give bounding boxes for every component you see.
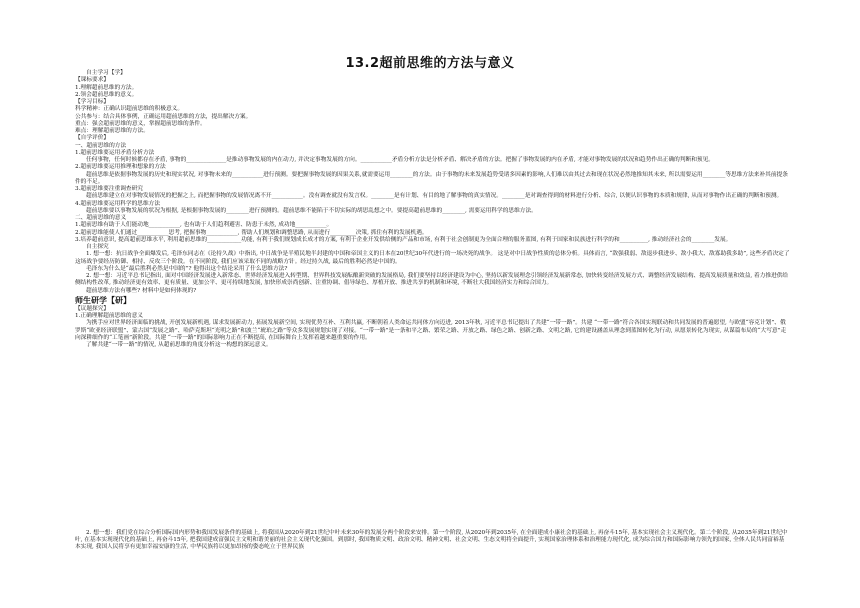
text-line: 难点：理解超前思维的方法。 bbox=[75, 128, 149, 134]
text-line: 【学习目标】 bbox=[75, 99, 110, 105]
text-line: 超前思维要以事物发展的状况为根据, 是根据事物发展的________进行预测的。超前思维不能陷于不切实际的胡思乱想之中。要提高超前思维的________, 需要运用科学的思维方法。 bbox=[86, 207, 537, 214]
text-line: 公共参与：结合具体事例，正确运用超前思维的方法，提出解决方案。 bbox=[75, 113, 252, 120]
text-line: 自主探究 bbox=[86, 244, 109, 250]
page-title: 13.2超前思维的方法与意义 bbox=[345, 56, 515, 71]
document-body bbox=[75, 70, 790, 349]
text-line: 1.正确理解超前思维的意义 bbox=[75, 313, 143, 319]
text-line: 2. 想一想：习近平总书记指出, 面对中国经济发展进入新常态、世界经济发展进入转型期、世界科技发展酝酿新突破的发展格局, 我们要坚持以经济建设为中心, 坚持以新发展理念引领经济发展新常态, 加快转变经济发展方式、调整经济发展结构、提高发展质量和效益, 着力推进供给侧结构性改革, 推动经济更有效率、更有质量、更加公平、更可持续地发展, 加快形成崇尚创新、注重协调、倡导绿色、厚植开放、推进共享的机制和环境, 不断壮大我国经济实力和综合国力。 bbox=[75, 273, 789, 287]
text-line: 2.领会超前思维的意义。 bbox=[75, 91, 138, 98]
text-line: 科学精神：正确认识超前思维的积极意义。 bbox=[75, 106, 184, 113]
text-line: 了解共建“一带一路”的情况, 从超前思维的角度分析这一构想的深远意义。 bbox=[86, 342, 272, 348]
text-line: 超前思维方法有哪些? 材料中是如何体现的? bbox=[86, 287, 197, 294]
text-line: 3.超前思维要注重调查研究 bbox=[75, 186, 143, 192]
text-line: 【课标要求】 bbox=[75, 77, 110, 84]
text-line: 任何事物，任何时候都存在矛盾, 事物的______________是推动事物发展的内在动力, 并决定事物发展的方向。___________矛盾分析方法是分析矛盾、解决矛盾的方法。把握了事物发展的内在矛盾, 才能对事物发展的状况和趋势作出正确的判断和预见。 bbox=[86, 157, 714, 163]
text-line: 1.理解超前思维的方法。 bbox=[75, 84, 138, 91]
text-line: 重点：强会超前思维的意义，掌握超前思维的条件。 bbox=[75, 120, 206, 127]
text-line: 超前思维是依据事物发展的历史和现实状况, 对事物未来的___________进行预测。要把握事物发展的因果关系,就需要运用________的方法。由于事物的未来发展趋势受诸多因素的影响,人们难以由其过去和现在状况必然地推知其未来, 所以需要运用________等思维方法来补其前提条件的不足。 bbox=[75, 171, 788, 185]
text-line: 1. 想一想：抗日战争全面爆发后, 毛泽东同志在《论持久战》中指出, 中日战争是半殖民地半封建的中国和帝国主义的日本在20世纪30年代进行的一场决死的战争。 这是对中日战争性质的总体分析。具体而言, “敌强我弱、敌退步我进步、敌小我大、敌寡助我多助”, 这些矛盾决定了这场战争要经历防御、相持、反攻三个阶段。在不同阶段, 我们应该采取不同的战略方针。经过持久战, 最后的胜利必然是中国的。 bbox=[75, 251, 790, 265]
text-line: 毛泽东为什么是“最后胜利必然是中国的”? 他得出这个结论采用了什么思维方法? bbox=[86, 265, 288, 272]
bottom-paragraph bbox=[75, 524, 790, 557]
text-line: 超前思维建立在对事物发展情况的把握之上, 而把握事物的发展情况离不开___________。没有调查就没有发言权。________是有计划、有目的地了解事物的真实情况。________是对调查得到的材料进行分析、综合, 以便认识事物的本质和规律, 从而对事物作出正确的判断和预测。 bbox=[86, 193, 783, 200]
text-line: 二、超前思维的意义 bbox=[75, 215, 127, 221]
text-line: 自主学习【学】 bbox=[86, 70, 126, 76]
text-line: 【自学评价】 bbox=[75, 135, 110, 142]
text-line: 【议题探究】 bbox=[75, 305, 110, 312]
text-line: 为携手应对世界经济面临的挑战, 开创发展新机遇, 谋求发展新动力, 拓展发展新空间, 实现优势互补、互利共赢, 不断朝着人类命运共同体方向迈进, 2013年秋, 习近平总书记提出了共建“一带一路”。共建 “一带一路”符合各国实现联动和共同发展的普遍愿望, 与欧盟“容克计划”、俄罗斯“欧亚经济联盟”、蒙古国“发展之路”、哈萨克斯坦“光明之路”和波兰“琥珀之路”等众多发展规划实现了对接。“一带一路”是一条和平之路、繁荣之路、开放之路、绿色之路、创新之路、文明之路, 它的建设涵盖从理念到蓝图转化为行动, 从愿景转化为现实, 从谋篇布局的“大写意”走向深耕细作的“工笔画”新阶段。共建 “一带一路”的国际影响力正在不断提高, 在国际舞台上发挥着越来越重要的作用。 bbox=[75, 320, 787, 341]
text-line: 1.超前思维要运用矛盾分析方法 bbox=[75, 149, 155, 156]
paragraph: 2. 想一想：我们党在综合分析国际国内形势和我国发展条件的基础上, 将我国从2020年到21世纪中叶未来30年的发展分两个阶段来安排。第一个阶段, 从2020年到2035年, 在全面建成小康社会的基础上, 再奋斗15年, 基本实现社会主义现代化。第二个阶段, 从2035年到21世纪中叶, 在基本实现现代化的基础上, 再奋斗15年, 把我国建成富强民主文明和谐美丽的社会主义现代化强国。到那时, 我国物质文明、政治文明、精神文明、社会文明、生态文明将全面提升, 实现国家治理体系和治理能力现代化, 成为综合国力和国际影响力领先的国家, 全体人民共同富裕基本实现, 我国人民将享有更加幸福安康的生活, 中华民族将以更加昂扬的姿态屹立于世界民族 bbox=[75, 529, 788, 551]
text-line: 4.超前思维要运用科学的思维方法 bbox=[75, 200, 161, 207]
text-line: 2.超前思维要运用推理和想象的方法 bbox=[75, 164, 166, 171]
text-line: 3.培养超前意识, 提高超前思维水平, 利用超前思维的____________功能, 有利于我们规划成长成才的方案, 有利于企业开发供给侧的产品和市场, 有利于社会创制更为全面合理的服务蓝图, 有利于国家和民族进行科学的和__________, 推动经济社会的________发展。 bbox=[75, 236, 732, 243]
text-line: 1.超前思维有助于人们能动地___________, 也有助于人们趋利避害、防患于未然, 成功地___________。 bbox=[75, 222, 333, 229]
section-heading: 师生研学【研】 bbox=[75, 295, 131, 305]
text-line: 一、超前思维的方法 bbox=[75, 142, 127, 149]
text-line: 2.超前思维能使人们通过___________思考, 把握事物___________, 帮助人们规划和调整思路, 从而进行_________决策, 抓住有利的发展机遇。 bbox=[75, 229, 428, 236]
